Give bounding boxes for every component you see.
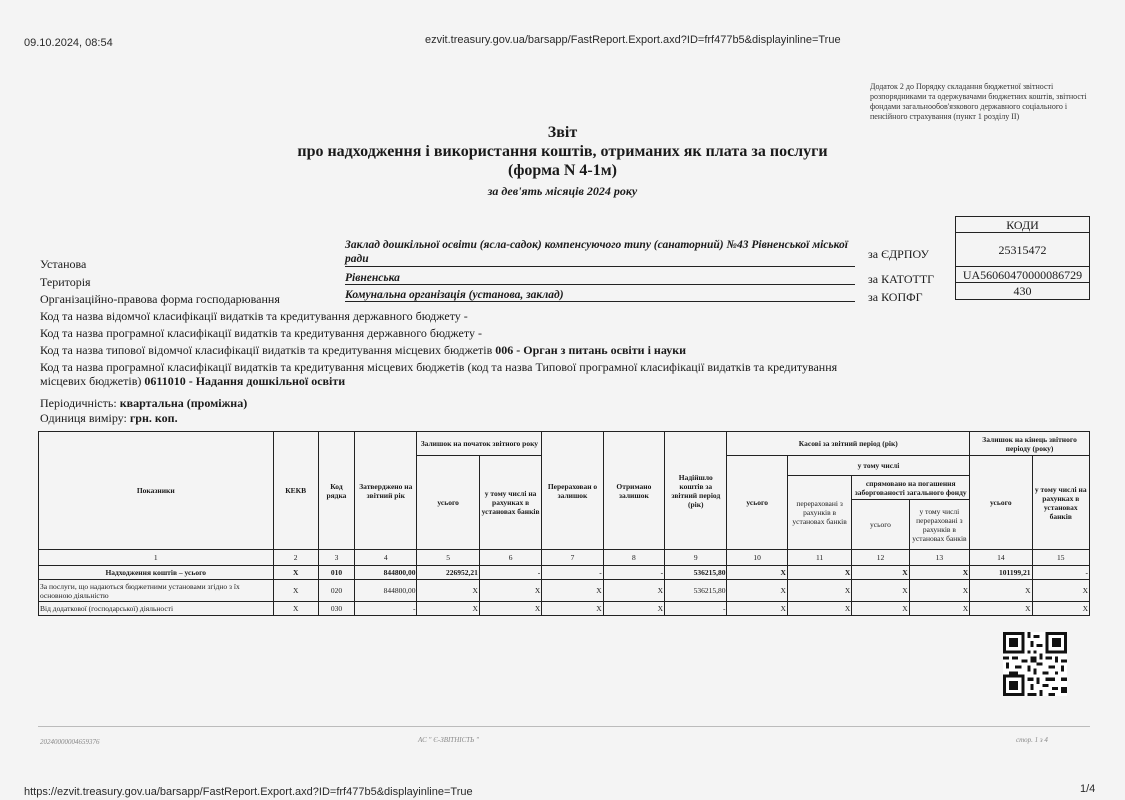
table-cell: X bbox=[852, 580, 909, 602]
prog-local-row bbox=[40, 360, 860, 388]
col-num: 14 bbox=[970, 550, 1032, 566]
prog-class: Код та назва програмної класифікації видатків та кредитування державного бюджету - bbox=[40, 326, 482, 340]
th-cash-including: у тому числі bbox=[787, 456, 969, 476]
th-transferred-banks: перераховані з рахунків в установах банків bbox=[787, 476, 851, 550]
table-cell: X bbox=[417, 602, 479, 616]
th-transferred: Перерахован о залишок bbox=[542, 432, 603, 550]
print-datetime: 09.10.2024, 08:54 bbox=[24, 37, 113, 49]
col-num: 7 bbox=[542, 550, 603, 566]
footer-divider bbox=[38, 726, 1090, 727]
katottg-label: за КАТОТТГ bbox=[868, 272, 935, 286]
th-approved: Затверджено на звітний рік bbox=[355, 432, 417, 550]
institution-label: Установа bbox=[40, 257, 87, 271]
kopfg-label: за КОПФГ bbox=[868, 290, 923, 304]
table-cell: 536215,80 bbox=[665, 580, 727, 602]
th-repay-banks: у тому числі перераховані з рахунків в установах банків bbox=[909, 500, 969, 550]
table-cell: 844800,00 bbox=[355, 580, 417, 602]
th-end-banks: у тому числі на рахунках в установах банків bbox=[1032, 456, 1089, 550]
th-start-banks: у тому числі на рахунках в установах банків bbox=[479, 456, 541, 550]
territory-value: Рівненська bbox=[345, 272, 855, 285]
periodicity-row bbox=[40, 396, 247, 411]
report-subtitle: про надходження і використання коштів, отриманих як плата за послуги bbox=[297, 143, 828, 160]
table-cell: 020 bbox=[318, 580, 354, 602]
table-cell: - bbox=[603, 566, 664, 580]
col-num: 3 bbox=[318, 550, 354, 566]
qr-code bbox=[1003, 632, 1067, 696]
table-cell: 226952,21 bbox=[417, 566, 479, 580]
col-num: 1 bbox=[39, 550, 274, 566]
table-cell: X bbox=[727, 566, 787, 580]
typical-dept-row bbox=[40, 343, 686, 358]
col-num: 5 bbox=[417, 550, 479, 566]
system-name: АС " Є-ЗВІТНІСТЬ " bbox=[418, 736, 479, 744]
th-balance-start: Залишок на початок звітного року bbox=[417, 432, 542, 456]
table-cell: 010 bbox=[318, 566, 354, 580]
table-cell: X bbox=[909, 602, 969, 616]
table-cell: X bbox=[727, 602, 787, 616]
table-cell: X bbox=[727, 580, 787, 602]
print-url-top: ezvit.treasury.gov.ua/barsapp/FastReport.Export.axd?ID=frf477b5&displayinline=True bbox=[425, 34, 841, 46]
table-cell: За послуги, що надаються бюджетними установами згідно з їх основною діяльністю bbox=[39, 580, 274, 602]
table-cell: X bbox=[273, 580, 318, 602]
table-cell: X bbox=[603, 580, 664, 602]
table-cell: X bbox=[909, 566, 969, 580]
codes-box bbox=[955, 216, 1090, 300]
col-num: 8 bbox=[603, 550, 664, 566]
th-indicators: Показники bbox=[39, 432, 274, 550]
institution-value: Заклад дошкільної освіти (ясла-садок) компенсуючого типу (санаторний) №43 Рівненської міської ради bbox=[345, 238, 855, 267]
report-form: (форма N 4-1м) bbox=[508, 162, 617, 179]
col-num: 4 bbox=[355, 550, 417, 566]
th-kekv: КЕКВ bbox=[273, 432, 318, 550]
table-cell: X bbox=[542, 580, 603, 602]
edrpou-code: 25315472 bbox=[956, 233, 1089, 267]
table-cell: X bbox=[970, 580, 1032, 602]
codes-header: КОДИ bbox=[956, 217, 1089, 233]
col-num: 9 bbox=[665, 550, 727, 566]
th-cash-exp: Касові за звітний період (рік) bbox=[727, 432, 970, 456]
unit-value: грн. коп. bbox=[129, 411, 178, 425]
table-cell: X bbox=[970, 602, 1032, 616]
print-page-number: 1/4 bbox=[1080, 783, 1096, 795]
col-num: 12 bbox=[852, 550, 909, 566]
report-period: за дев'ять місяців 2024 року bbox=[487, 184, 638, 198]
katottg-code: UA56060470000086729 bbox=[956, 267, 1089, 283]
table-cell: X bbox=[787, 566, 851, 580]
table-cell: - bbox=[479, 566, 541, 580]
kopfg-code: 430 bbox=[1013, 284, 1032, 298]
table-cell: 030 bbox=[318, 602, 354, 616]
table-cell: X bbox=[787, 602, 851, 616]
unit-row bbox=[40, 411, 178, 426]
th-row-code: Код рядка bbox=[318, 432, 354, 550]
th-received: Отримано залишок bbox=[603, 432, 664, 550]
th-cash-total: усього bbox=[727, 456, 787, 550]
col-num: 15 bbox=[1032, 550, 1089, 566]
table-cell: X bbox=[787, 580, 851, 602]
print-url-bottom: https://ezvit.treasury.gov.ua/barsapp/FastReport.Export.axd?ID=frf477b5&displayinline=True bbox=[24, 786, 473, 798]
table-cell: X bbox=[1032, 602, 1089, 616]
report-title: Звіт bbox=[547, 124, 578, 141]
col-num: 2 bbox=[273, 550, 318, 566]
periodicity-label: Періодичність: bbox=[40, 396, 117, 410]
periodicity-value: квартальна (проміжна) bbox=[119, 396, 248, 410]
col-num: 6 bbox=[479, 550, 541, 566]
typical-dept-label: Код та назва типової відомчої класифікації видатків та кредитування місцевих бюджетів bbox=[40, 343, 493, 357]
annex-note: Додаток 2 до Порядку складання бюджетної звітності розпорядниками та одержувачами бюджетних коштів, звітності фондами загальнообов'язкового державного соціального і пенсійного страхування (пункт 1 розділу II) bbox=[870, 82, 1087, 121]
sheet-number: стор. 1 з 4 bbox=[1016, 736, 1048, 744]
th-sent-repay: спрямовано на погашення заборгованості загального фонду bbox=[852, 476, 970, 500]
table-cell: 844800,00 bbox=[355, 566, 417, 580]
prog-local-value: 0611010 - Надання дошкільної освіти bbox=[144, 374, 346, 388]
col-num: 11 bbox=[787, 550, 851, 566]
th-balance-end: Залишок на кінець звітного періоду (року) bbox=[970, 432, 1090, 456]
table-cell: X bbox=[479, 580, 541, 602]
table-cell: - bbox=[1032, 566, 1089, 580]
org-form-value: Комунальна організація (установа, заклад) bbox=[345, 289, 855, 302]
column-numbers-row bbox=[39, 550, 1090, 566]
report-table bbox=[38, 431, 1090, 616]
table-cell: X bbox=[603, 602, 664, 616]
table-cell: X bbox=[273, 602, 318, 616]
col-num: 13 bbox=[909, 550, 969, 566]
territory-label: Територія bbox=[40, 275, 91, 289]
table-row bbox=[39, 566, 1090, 580]
table-cell: X bbox=[909, 580, 969, 602]
table-cell: X bbox=[1032, 580, 1089, 602]
table-cell: - bbox=[542, 566, 603, 580]
th-repay-total: усього bbox=[852, 500, 909, 550]
unit-label: Одиниця виміру: bbox=[40, 411, 127, 425]
table-cell: X bbox=[542, 602, 603, 616]
table-cell: X bbox=[852, 602, 909, 616]
doc-id: 20240000004659376 bbox=[40, 738, 100, 746]
table-cell: - bbox=[665, 602, 727, 616]
col-num: 10 bbox=[727, 550, 787, 566]
th-income: Надійшло коштів за звітний період (рік) bbox=[665, 432, 727, 550]
table-row bbox=[39, 602, 1090, 616]
table-cell: X bbox=[479, 602, 541, 616]
th-start-total: усього bbox=[417, 456, 479, 550]
table-row bbox=[39, 580, 1090, 602]
table-cell: 536215,80 bbox=[665, 566, 727, 580]
org-form-label: Організаційно-правова форма господарювання bbox=[40, 292, 280, 306]
table-cell: Від додаткової (господарської) діяльності bbox=[39, 602, 274, 616]
table-cell: Надходження коштів – усього bbox=[39, 566, 274, 580]
th-end-total: усього bbox=[970, 456, 1032, 550]
edrpou-label: за ЄДРПОУ bbox=[868, 247, 930, 261]
dept-class: Код та назва відомчої класифікації видатків та кредитування державного бюджету - bbox=[40, 309, 468, 323]
table-cell: - bbox=[355, 602, 417, 616]
prog-local-label: Код та назва програмної класифікації видатків та кредитування місцевих бюджетів (код та назва Типової програмної класифікації видатків та кредитування місцевих бюджетів) bbox=[40, 360, 838, 388]
table-cell: X bbox=[852, 566, 909, 580]
table-cell: 101199,21 bbox=[970, 566, 1032, 580]
typical-dept-value: 006 - Орган з питань освіти і науки bbox=[495, 343, 687, 357]
table-cell: X bbox=[417, 580, 479, 602]
table-cell: X bbox=[273, 566, 318, 580]
